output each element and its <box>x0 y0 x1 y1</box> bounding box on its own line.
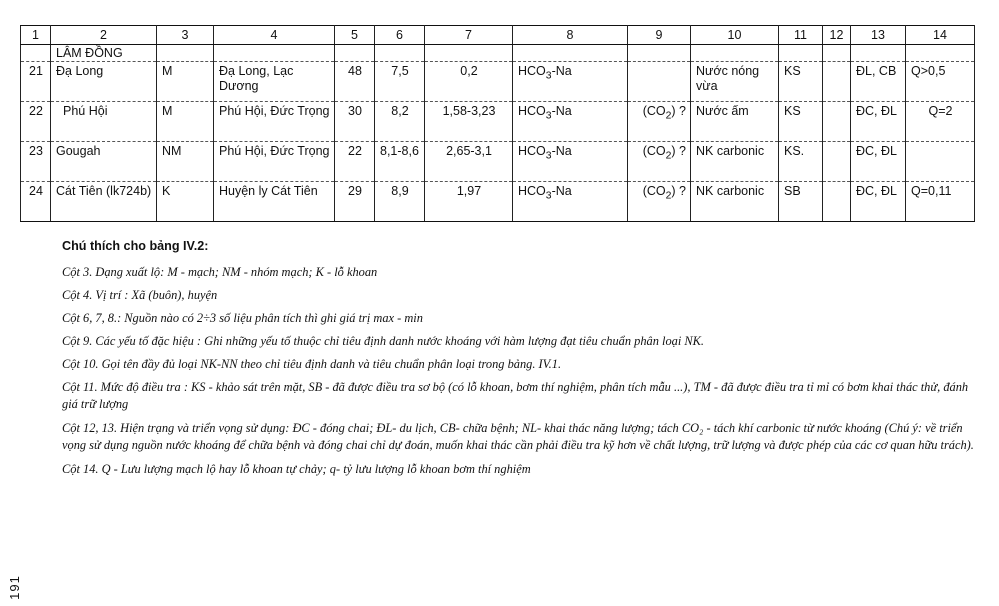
table-cell <box>157 45 214 62</box>
flow-rate: Q>0,5 <box>906 62 975 102</box>
table-cell <box>691 45 779 62</box>
ph-value: 8,2 <box>375 102 425 142</box>
use-prospect: ĐC, ĐL <box>851 102 906 142</box>
mineralization: 1,97 <box>425 182 513 222</box>
special-factor <box>628 182 691 222</box>
column-header: 9 <box>628 26 691 45</box>
column-header: 7 <box>425 26 513 45</box>
column-header: 14 <box>906 26 975 45</box>
survey-level: KS <box>779 102 823 142</box>
location: Phú Hội, Đức Trọng <box>214 102 335 142</box>
note-line: Cột 4. Vị trí : Xã (buôn), huyện <box>62 288 218 302</box>
temperature: 48 <box>335 62 375 102</box>
table-cell <box>425 45 513 62</box>
outcrop-type: M <box>157 102 214 142</box>
formula-sub: 3 <box>545 190 552 202</box>
special-factor <box>628 142 691 182</box>
ph-value: 8,9 <box>375 182 425 222</box>
outcrop-type: K <box>157 182 214 222</box>
column-header: 1 <box>21 26 51 45</box>
table-cell <box>628 45 691 62</box>
formula-main: HCO <box>518 144 546 158</box>
table-row <box>21 102 975 142</box>
formula-rest: -Na <box>551 64 572 78</box>
factor-sub: 2 <box>665 150 672 162</box>
table-cell <box>779 45 823 62</box>
flow-rate <box>906 142 975 182</box>
water-type-name: Nước nóng vừa <box>691 62 779 102</box>
source-name: Đạ Long <box>51 62 157 102</box>
ph-value: 8,1-8,6 <box>375 142 425 182</box>
flow-rate: Q=0,11 <box>906 182 975 222</box>
formula-sub: 3 <box>545 150 552 162</box>
province-name: LÂM ĐỒNG <box>51 45 157 62</box>
table-cell <box>513 45 628 62</box>
formula-sub: 3 <box>545 70 552 82</box>
column-header: 12 <box>823 26 851 45</box>
location: Huyện ly Cát Tiên <box>214 182 335 222</box>
special-factor <box>628 62 691 102</box>
column-header: 10 <box>691 26 779 45</box>
note-line: Cột 6, 7, 8.: Nguồn nào có 2÷3 số liệu phân tích thì ghi giá trị max - min <box>62 311 423 325</box>
source-name: Phú Hội <box>51 102 157 142</box>
mineralization: 1,58-3,23 <box>425 102 513 142</box>
location: Đạ Long, Lạc Dương <box>214 62 335 102</box>
mineral-water-table <box>20 25 975 222</box>
use-prospect: ĐL, CB <box>851 62 906 102</box>
formula-main: HCO <box>518 64 546 78</box>
factor-post: ) ? <box>671 184 686 198</box>
current-use <box>823 62 851 102</box>
column-header: 5 <box>335 26 375 45</box>
note-line: Cột 12, 13. Hiện trạng và triển vọng sử dụng: ĐC - đóng chai; ĐL- du lịch, CB- chữa bệnh; NL- khai thác năng lượng; tách CO₂ - tách khí carbonic từ nước khoáng (Chú ý: về triển vọng sử dụng nguồn nước khoáng để chữa bệnh và đóng chai chỉ dự đoán, muốn khai thác cần phải điều tra kỹ hơn về chất lượng, trữ lượng và được phép của các cơ quan hữu trách). <box>62 421 974 452</box>
province-row <box>21 45 975 62</box>
use-prospect: ĐC, ĐL <box>851 182 906 222</box>
chemical-type <box>513 142 628 182</box>
notes-title: Chú thích cho bảng IV.2: <box>62 239 209 253</box>
chemical-type <box>513 102 628 142</box>
chemical-type <box>513 62 628 102</box>
table-header-row <box>21 26 975 45</box>
location: Phú Hội, Đức Trọng <box>214 142 335 182</box>
table-cell <box>823 45 851 62</box>
source-name: Gougah <box>51 142 157 182</box>
current-use <box>823 102 851 142</box>
table-cell <box>214 45 335 62</box>
row-number: 23 <box>21 142 51 182</box>
temperature: 22 <box>335 142 375 182</box>
formula-sub: 3 <box>545 110 552 122</box>
table-cell <box>375 45 425 62</box>
outcrop-type: NM <box>157 142 214 182</box>
table-row <box>21 62 975 102</box>
current-use <box>823 182 851 222</box>
water-type-name: NK carbonic <box>691 142 779 182</box>
temperature: 29 <box>335 182 375 222</box>
ph-value: 7,5 <box>375 62 425 102</box>
column-header: 3 <box>157 26 214 45</box>
table-cell <box>906 45 975 62</box>
row-number: 24 <box>21 182 51 222</box>
source-name: Cát Tiên (lk724b) <box>51 182 157 222</box>
water-type-name: Nước ấm <box>691 102 779 142</box>
factor-pre: (CO <box>642 144 666 158</box>
survey-level: KS. <box>779 142 823 182</box>
column-header: 2 <box>51 26 157 45</box>
column-header: 8 <box>513 26 628 45</box>
use-prospect: ĐC, ĐL <box>851 142 906 182</box>
formula-rest: -Na <box>551 184 572 198</box>
temperature: 30 <box>335 102 375 142</box>
note-line: Cột 9. Các yếu tố đặc hiệu : Ghi những yếu tố thuộc chỉ tiêu định danh nước khoáng với hàm lượng đạt tiêu chuẩn phân loại NK. <box>62 334 705 348</box>
factor-pre: (CO <box>642 104 666 118</box>
table-row <box>21 182 975 222</box>
formula-rest: -Na <box>551 144 572 158</box>
factor-sub: 2 <box>665 190 672 202</box>
table-cell <box>851 45 906 62</box>
page-number-text: 191 <box>6 575 22 600</box>
column-header: 11 <box>779 26 823 45</box>
row-number: 22 <box>21 102 51 142</box>
survey-level: SB <box>779 182 823 222</box>
table-row <box>21 142 975 182</box>
column-header: 13 <box>851 26 906 45</box>
factor-sub: 2 <box>665 110 672 122</box>
outcrop-type: M <box>157 62 214 102</box>
formula-rest: -Na <box>551 104 572 118</box>
factor-pre: (CO <box>642 184 666 198</box>
row-number: 21 <box>21 62 51 102</box>
table-cell <box>21 45 51 62</box>
table-cell <box>335 45 375 62</box>
note-line: Cột 10. Gọi tên đầy đủ loại NK-NN theo chỉ tiêu định danh và tiêu chuẩn phân loại trong bảng. IV.1. <box>62 357 562 371</box>
factor-post: ) ? <box>671 104 686 118</box>
note-line: Cột 11. Mức độ điều tra : KS - khảo sát trên mặt, SB - đã được điều tra sơ bộ (có lỗ khoan, bơm thí nghiệm, phân tích mẫu ...), TM - đã được điều tra tỉ mỉ có bơm khai thác thử, đánh giá trữ lượng <box>62 380 969 411</box>
chemical-type <box>513 182 628 222</box>
current-use <box>823 142 851 182</box>
survey-level: KS <box>779 62 823 102</box>
table-notes <box>62 238 977 484</box>
flow-rate: Q=2 <box>906 102 975 142</box>
note-line: Cột 3. Dạng xuất lộ: M - mạch; NM - nhóm mạch; K - lỗ khoan <box>62 265 378 279</box>
column-header: 4 <box>214 26 335 45</box>
column-header: 6 <box>375 26 425 45</box>
formula-main: HCO <box>518 104 546 118</box>
page-number <box>4 572 24 602</box>
mineralization: 2,65-3,1 <box>425 142 513 182</box>
formula-main: HCO <box>518 184 546 198</box>
note-line: Cột 14. Q - Lưu lượng mạch lộ hay lỗ khoan tự chảy; q- tỷ lưu lượng lỗ khoan bơm thí nghiệm <box>62 462 531 476</box>
special-factor <box>628 102 691 142</box>
water-type-name: NK carbonic <box>691 182 779 222</box>
factor-post: ) ? <box>671 144 686 158</box>
mineralization: 0,2 <box>425 62 513 102</box>
